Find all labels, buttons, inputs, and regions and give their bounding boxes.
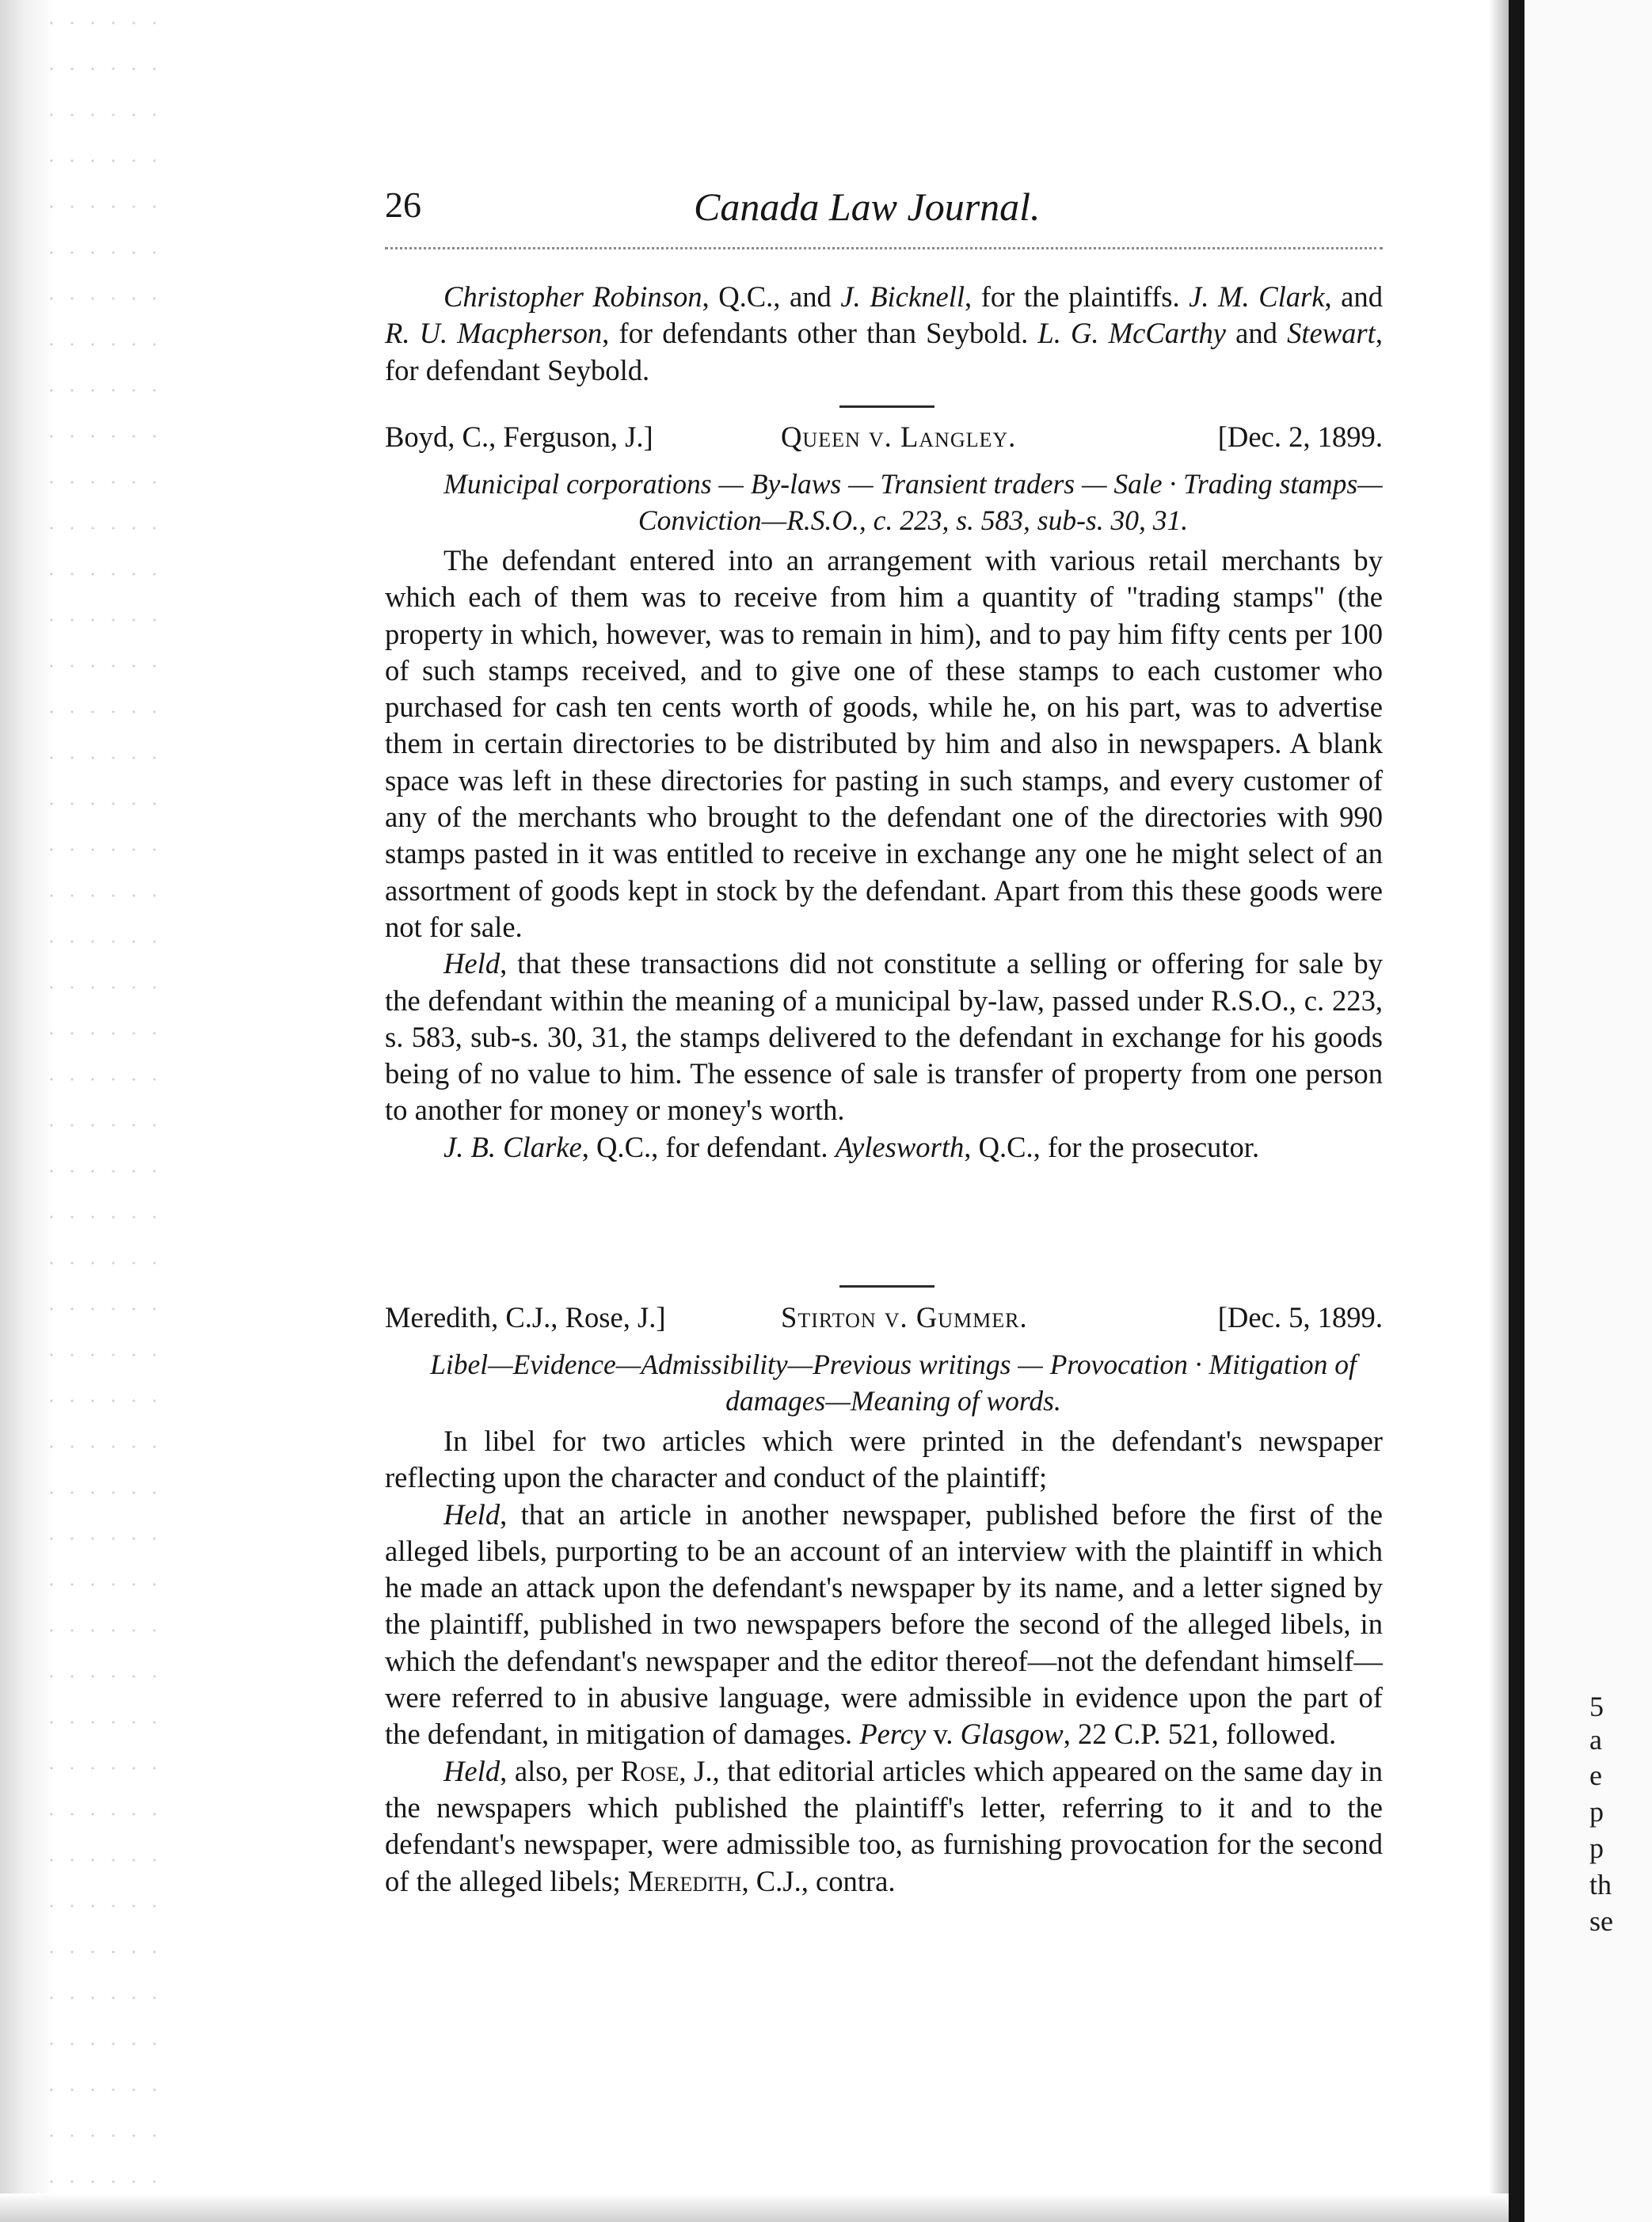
held-word: Held [443,1497,501,1531]
counsel-name: R. U. Macpherson [385,317,603,350]
counsel-text: , for the plaintiffs. [965,280,1190,313]
case-judges: Boyd, C., Ferguson, J.] [385,420,653,453]
held-text: , also, per [500,1754,621,1787]
page-number: 26 [385,185,421,225]
facing-page-fragment: a [1589,1724,1602,1756]
facing-page-fragment: se [1589,1905,1613,1937]
counsel-text: , Q.C., and [702,280,841,313]
facing-page-fragment: p [1589,1832,1604,1864]
counsel-paragraph [385,279,1383,389]
running-head [385,184,1383,239]
counsel-paragraph [385,1129,1383,1166]
judge-name: Meredith [627,1864,742,1897]
counsel-text: and [1225,317,1288,350]
case-catchline: Libel—Evidence—Admissibility—Previous writings — Provocation · Mitigation of damages—Meaning of words. [430,1349,1357,1417]
case-name: Stirton v. Gummer. [781,1301,1028,1334]
held-paragraph [385,945,1383,1128]
case-body [385,542,1383,1166]
facing-page [1524,0,1652,2222]
section-divider [839,405,934,408]
cited-case: Percy [859,1718,927,1751]
held-text: v. [926,1718,961,1751]
previous-case-counsel [385,279,1383,389]
facing-page-fragment: p [1589,1796,1604,1828]
case-body [385,1423,1383,1900]
held-paragraph [385,1753,1383,1900]
counsel-name: Stewart [1287,317,1376,350]
case-catchline: Municipal corporations — By-laws — Transient traders — Sale · Trading stamps—Conviction—R.S.O., c. 223, s. 583, sub-s. 30, 31. [443,468,1383,536]
case-heading [385,1300,1383,1340]
case-name: Queen v. Langley. [781,420,1017,453]
counsel-text: , Q.C., for defendant. [581,1130,836,1163]
section-divider [839,1285,934,1288]
counsel-name: J. M. Clark [1189,280,1325,313]
page-gutter-shadow [1489,0,1509,2222]
scan-bottom-edge [0,2193,1509,2222]
counsel-name: J. Bicknell [840,280,965,313]
counsel-name: Aylesworth [835,1130,965,1163]
held-word: Held [443,947,501,980]
facts-paragraph: The defendant entered into an arrangement with various retail merchants by which each of them was to receive from him a quantity of "trading stamps" (the property in which, however, was to remain in him), and to pay him fifty cents per 100 of such stamps received, and to give one of these stamps to each customer who purchased for cash ten cents worth of goods, while he, on his part, was to advertise them in certain directories to be distributed by him and also in newspapers. A blank space was left in these directories for pasting in such stamps, and every customer of any of the merchants who brought to the defendant one of the directories with 990 stamps pasted in it was entitled to receive in exchange any one he might select of an assortment of goods kept in stock by the defendant. Apart from this these goods were not for sale. [385,544,1383,943]
case-date: [Dec. 5, 1899. [1217,1301,1383,1334]
facing-page-fragment: 5 [1589,1691,1604,1722]
case-heading [385,420,1383,459]
facing-page-fragment: e [1589,1760,1602,1791]
counsel-text: , for defendant Seybold. [385,317,1383,386]
held-text: , that these transactions did not constitute a selling or offering for sale by the defendant within the meaning of a municipal by-law, passed under R.S.O., c. 223, s. 583, sub-s. 30, 31, the stamps delivered to the defendant in exchange for his goods being of no value to him. The essence of sale is transfer of property from one person to another for money or money's worth. [385,947,1383,1127]
header-rule [385,247,1383,249]
page-gutter [1509,0,1524,2222]
counsel-name: J. B. Clarke [443,1130,582,1163]
held-text: , C.J., contra. [741,1864,896,1897]
facing-page-fragment: th [1589,1869,1612,1900]
counsel-text: , and [1324,280,1383,313]
held-text: , 22 C.P. 521, followed. [1063,1718,1337,1751]
counsel-text: , Q.C., for the prosecutor. [964,1130,1260,1163]
counsel-name: L. G. McCarthy [1037,317,1226,350]
judge-name: Rose [620,1754,679,1787]
held-text: , that an article in another newspaper, published before the first of the alleged libels, purporting to be an account of an interview with the plaintiff in which he made an attack upon the defendant's newspaper by its name, and a letter signed by the plaintiff, published in two newspapers before the second of the alleged libels, in which the defendant's newspaper and the editor thereof—not the defendant himself—were referred to in abusive language, were admissible in evidence upon the part of the defendant, in mitigation of damages. [385,1497,1383,1751]
cited-case: Glasgow [960,1718,1064,1751]
facts-paragraph: In libel for two articles which were printed in the defendant's newspaper reflecting upon the character and conduct of the plaintiff; [385,1425,1383,1494]
held-text: , J., that editorial articles which appeared on the same day in the newspapers which published the plaintiff's letter, referring to it and to the defendant's newspaper, were admissible too, as furnishing provocation for the second of the alleged libels; [385,1754,1383,1897]
case-judges: Meredith, C.J., Rose, J.] [385,1301,666,1334]
held-word: Held [443,1754,501,1787]
held-paragraph [385,1497,1383,1753]
journal-title: Canada Law Journal. [694,185,1041,229]
scan-left-specks [41,0,160,2222]
counsel-text: , for defendants other than Seybold. [602,317,1038,350]
case-date: [Dec. 2, 1899. [1217,420,1383,453]
counsel-name: Christopher Robinson [443,280,702,313]
